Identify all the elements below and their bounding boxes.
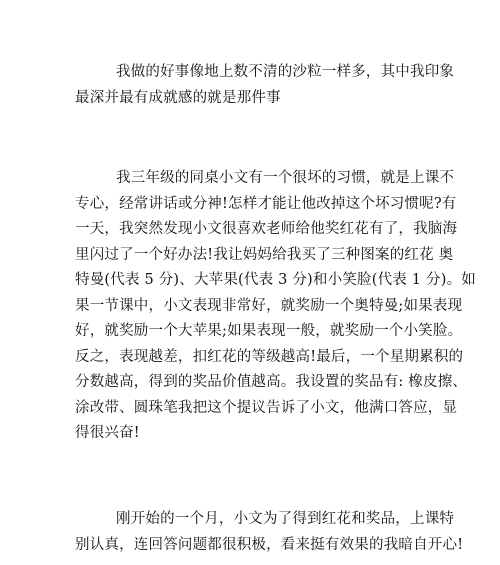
text-line: 我三年级的同桌小文有一个很坏的习惯，就是上课不: [116, 170, 455, 186]
text-line: 好，就奖励一个大苹果;如果表现一般，就奖励一个小笑脸。: [75, 323, 463, 339]
text-line: 涂改带、圆珠笔我把这个提议告诉了小文，他满口答应，显: [75, 399, 458, 416]
text-line: 别认真，连回答问题都很积极，看来挺有效果的我暗自开心!: [75, 536, 464, 553]
text-line: 最深并最有成就感的就是那件事: [75, 89, 281, 106]
text-line: 得很兴奋!: [75, 425, 140, 441]
text-line: 里闪过了一个好办法!我让妈妈给我买了三种图案的红花 奥: [75, 246, 454, 263]
paragraph-2: [75, 166, 476, 447]
paragraph-1: [75, 60, 455, 111]
text-line: 我做的好事像地上数不清的沙粒一样多，其中我印象: [116, 64, 455, 80]
text-line: 一天，我突然发现小文很喜欢老师给他奖红花有了，我脑海: [75, 221, 458, 237]
text-line: 专心，经常讲话或分神!怎样才能让他改掉这个坏习惯呢?有: [75, 195, 457, 212]
text-line: 特曼(代表 5 分)、大苹果(代表 3 分)和小笑脸(代表 1 分)。如: [75, 272, 476, 288]
text-line: 刚开始的一个月，小文为了得到红花和奖品，上课特: [116, 511, 455, 527]
text-line: 反之，表现越差，扣红花的等级越高!最后，一个星期累积的: [75, 348, 464, 365]
text-line: 分数越高，得到的奖品价值越高。我设置的奖品有: 橡皮擦、: [75, 374, 468, 390]
text-line: 果一节课中，小文表现非常好，就奖励一个奥特曼;如果表现: [75, 297, 463, 314]
paragraph-3: [75, 507, 464, 558]
